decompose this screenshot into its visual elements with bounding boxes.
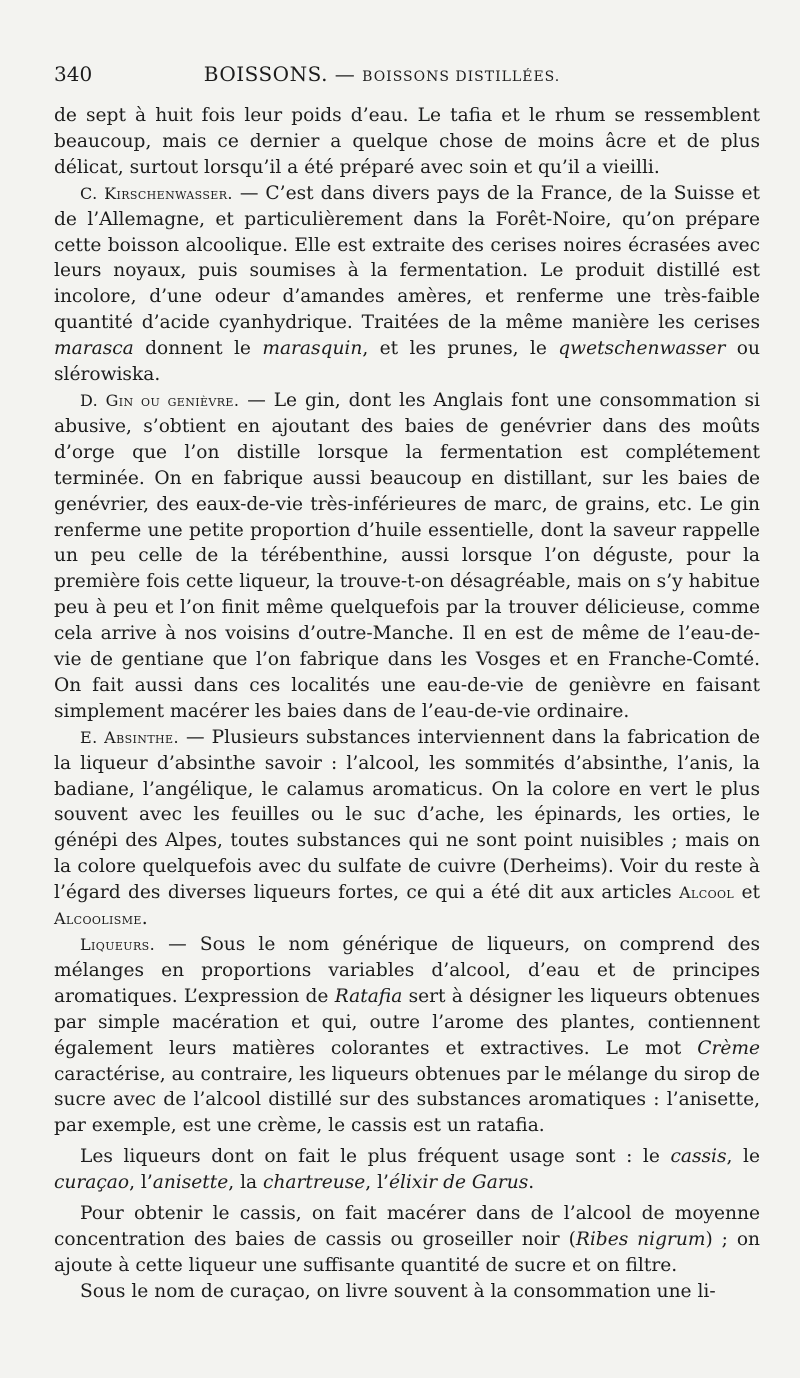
paragraph-absinthe [54,725,760,932]
italic-term: élixir de Garus [388,1172,529,1194]
paragraph-text: — Le gin, dont les Anglais font une consommation si abusive, s’obtient en ajoutant des baies de genévrier dans des moûts d’orge que l’on distille lorsque la fermentation est complétement terminée. On en fabrique aussi beaucoup en distillant, sur les baies de genévrier, des eaux-de-vie très-inférieures de marc, de grains, etc. Le gin renferme une petite proportion d’huile essentielle, dont la saveur rappelle un peu celle de la térébenthine, aussi lorsque l’on déguste, pour la première fois cette liqueur, la trouve-t-on désagréable, mais on s’y habitue peu à peu et l’on finit même quelquefois par la trouver délicieuse, comme cela arrive à nos voisins d’outre-Manche. Il en est de même de l’eau-de-vie de gentiane que l’on fabrique dans les Vosges et en Franche-Comté. On fait aussi dans ces localités une eau-de-vie de genièvre en faisant simplement macérer les baies dans de l’eau-de-vie ordinaire. [54,389,760,722]
paragraph-text: sert à désigner les liqueurs obtenues par simple macération et qui, outre l’arome des plantes, contiennent également leurs matières colorantes et extractives. Le mot [54,985,760,1059]
italic-term: cassis [670,1146,727,1168]
page-number: 340 [54,62,93,86]
paragraph-text: de sept à huit fois leur poids d’eau. Le tafia et le rhum se ressemblent beaucoup, mais ce dernier a quelque chose de moins âcre et de plus délicat, surtout lorsqu’il a été préparé avec soin et qu’il a vieilli. [54,105,760,178]
paragraph-text: caractérise, au contraire, les liqueurs obtenues par le mélange du sirop de sucre avec de l’alcool distillé sur des substances aromatiques : l’anisette, par exemple, est une crème, le cassis est un ratafia. [54,1063,760,1137]
section-label: C. Kirschenwasser. [80,183,233,203]
italic-term: Ribes nigrum [575,1228,706,1250]
italic-term: marasca [54,338,134,360]
paragraph-rhum [54,103,760,181]
running-title [114,62,760,89]
header-subtitle: BOISSONS DISTILLÉES. [362,69,561,85]
italic-term: anisette [152,1172,229,1194]
paragraph-text: , la [228,1172,264,1194]
section-label: E. Absinthe. [80,727,179,747]
paragraph-text: , le [726,1146,760,1168]
paragraph-liqueurs [54,932,760,1139]
paragraph-text: — Plusieurs substances interviennent dans la fabrication de la liqueur d’absinthe savoir : l’alcool, les sommités d’absinthe, l’anis, la badiane, l’angélique, le calamus aromaticus. On la colore en vert le plus souvent avec les feuilles ou le suc d’ache, les épinards, les orties, le génépi des Alpes, toutes substances qui ne sont point nuisibles ; mais on la colore quelquefois avec du sulfate de cuivre (Derheims). Voir du reste à l’égard des diverses liqueurs fortes, ce qui a été dit aux articles [54,726,760,904]
running-header [54,62,760,89]
paragraph-text: et [734,882,760,904]
paragraph-text: . [141,908,148,930]
italic-term: Crème [697,1037,760,1059]
paragraph-text: ) ; on ajoute à cette liqueur une suffisante quantité de sucre et on filtre. [54,1228,760,1276]
paragraph-text: Sous le nom de curaçao, on livre souvent à la consommation une li- [80,1280,716,1302]
paragraph-text: ou slérowiska. [54,338,760,386]
paragraph-usage [54,1144,760,1196]
paragraph-text: — Sous le nom générique de liqueurs, on comprend des mélanges en proportions variables d’alcool, d’eau et de principes aromatiques. L’expression de [54,934,760,1007]
paragraph-text: , l’ [129,1172,153,1194]
paragraph-gin [54,388,760,725]
italic-term: curaçao [54,1172,130,1194]
header-title: BOISSONS. [203,62,328,86]
cross-reference: Alcool [679,883,735,903]
paragraph-text: . [528,1172,535,1194]
italic-term: qwetschenwasser [558,338,726,360]
italic-term: Ratafia [334,985,403,1007]
paragraph-text: Pour obtenir le cassis, on fait macérer dans de l’alcool de moyenne concentration des baies de cassis ou groseiller noir ( [54,1203,760,1250]
header-separator: — [334,62,356,86]
section-label: D. Gin ou genièvre. [80,390,240,410]
italic-term: marasquin [262,338,363,360]
italic-term: chartreuse [263,1172,366,1194]
paragraph-text: — C’est dans divers pays de la France, de la Suisse et de l’Allemagne, et particulièrement dans la Forêt-Noire, qu’on prépare cette boisson alcoolique. Elle est extraite des cerises noires écrasées avec leurs noyaux, puis soumises à la fermentation. Le produit distillé est incolore, d’une odeur d’amandes amères, et renferme une très-faible quantité d’acide cyanhydrique. Traitées de la même manière les cerises [54,182,760,334]
paragraph-text: Les liqueurs dont on fait le plus fréquent usage sont : le [80,1146,671,1168]
paragraph-cassis [54,1201,760,1279]
paragraph-text: donnent le [133,338,263,360]
paragraph-text: , l’ [365,1172,389,1194]
section-label: Liqueurs. [80,935,156,954]
cross-reference: Alcoolisme [54,909,142,929]
paragraph-kirschenwasser [54,181,760,388]
paragraph-text: , et les prunes, le [362,338,559,360]
paragraph-curacao [54,1279,760,1305]
